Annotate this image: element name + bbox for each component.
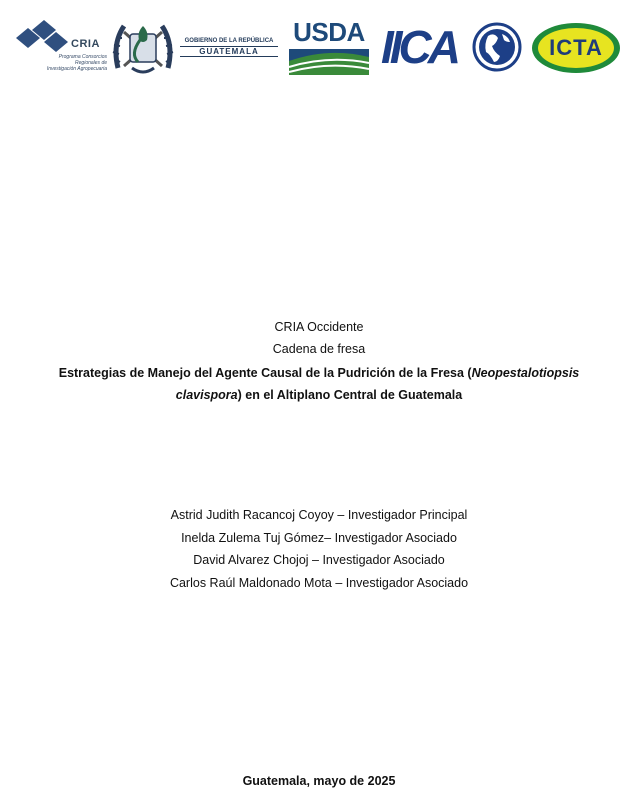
place-date: Guatemala, mayo de 2025 bbox=[242, 774, 396, 788]
icta-logo bbox=[530, 21, 622, 75]
globe-icon bbox=[472, 22, 522, 72]
author-line: Inelda Zulema Tuj Gómez– Investigador Asociado bbox=[181, 530, 457, 545]
author-line: Carlos Raúl Maldonado Mota – Investigador Asociado bbox=[169, 575, 469, 590]
cria-wordmark: CRIA bbox=[71, 38, 100, 50]
document-title: Estrategias de Manejo del Agente Causal de la Pudrición de la Fresa (Neopestalotiopsis clavispora) en el Altiplano Central de Guatemala bbox=[58, 366, 580, 402]
icta-wordmark: ICTA bbox=[549, 35, 603, 60]
iica-logo bbox=[381, 20, 471, 74]
value-chain: Cadena de fresa bbox=[272, 342, 366, 356]
iica-wordmark: IICA bbox=[381, 21, 457, 73]
unit-name: CRIA Occidente bbox=[274, 320, 364, 334]
gobierno-line: GOBIERNO DE LA REPÚBLICA bbox=[184, 38, 274, 44]
usda-logo bbox=[287, 17, 371, 77]
logo-bar bbox=[0, 0, 638, 90]
cria-diamond-icon bbox=[12, 18, 72, 54]
guatemala-line: GUATEMALA bbox=[180, 46, 278, 57]
cria-logo bbox=[12, 18, 107, 80]
guatemala-coat-of-arms-icon bbox=[110, 14, 176, 80]
usda-wordmark: USDA bbox=[293, 17, 365, 47]
author-list bbox=[0, 504, 638, 594]
author-line: Astrid Judith Racancoj Coyoy – Investigador Principal bbox=[170, 508, 468, 522]
author-line: David Alvarez Chojoj – Investigador Asociado bbox=[193, 553, 445, 567]
cria-tagline: Programa Consorcios Regionales de Investigación Agropecuaria bbox=[46, 54, 107, 72]
gobierno-guatemala-logo bbox=[180, 38, 278, 62]
usda-field-icon bbox=[287, 17, 371, 77]
